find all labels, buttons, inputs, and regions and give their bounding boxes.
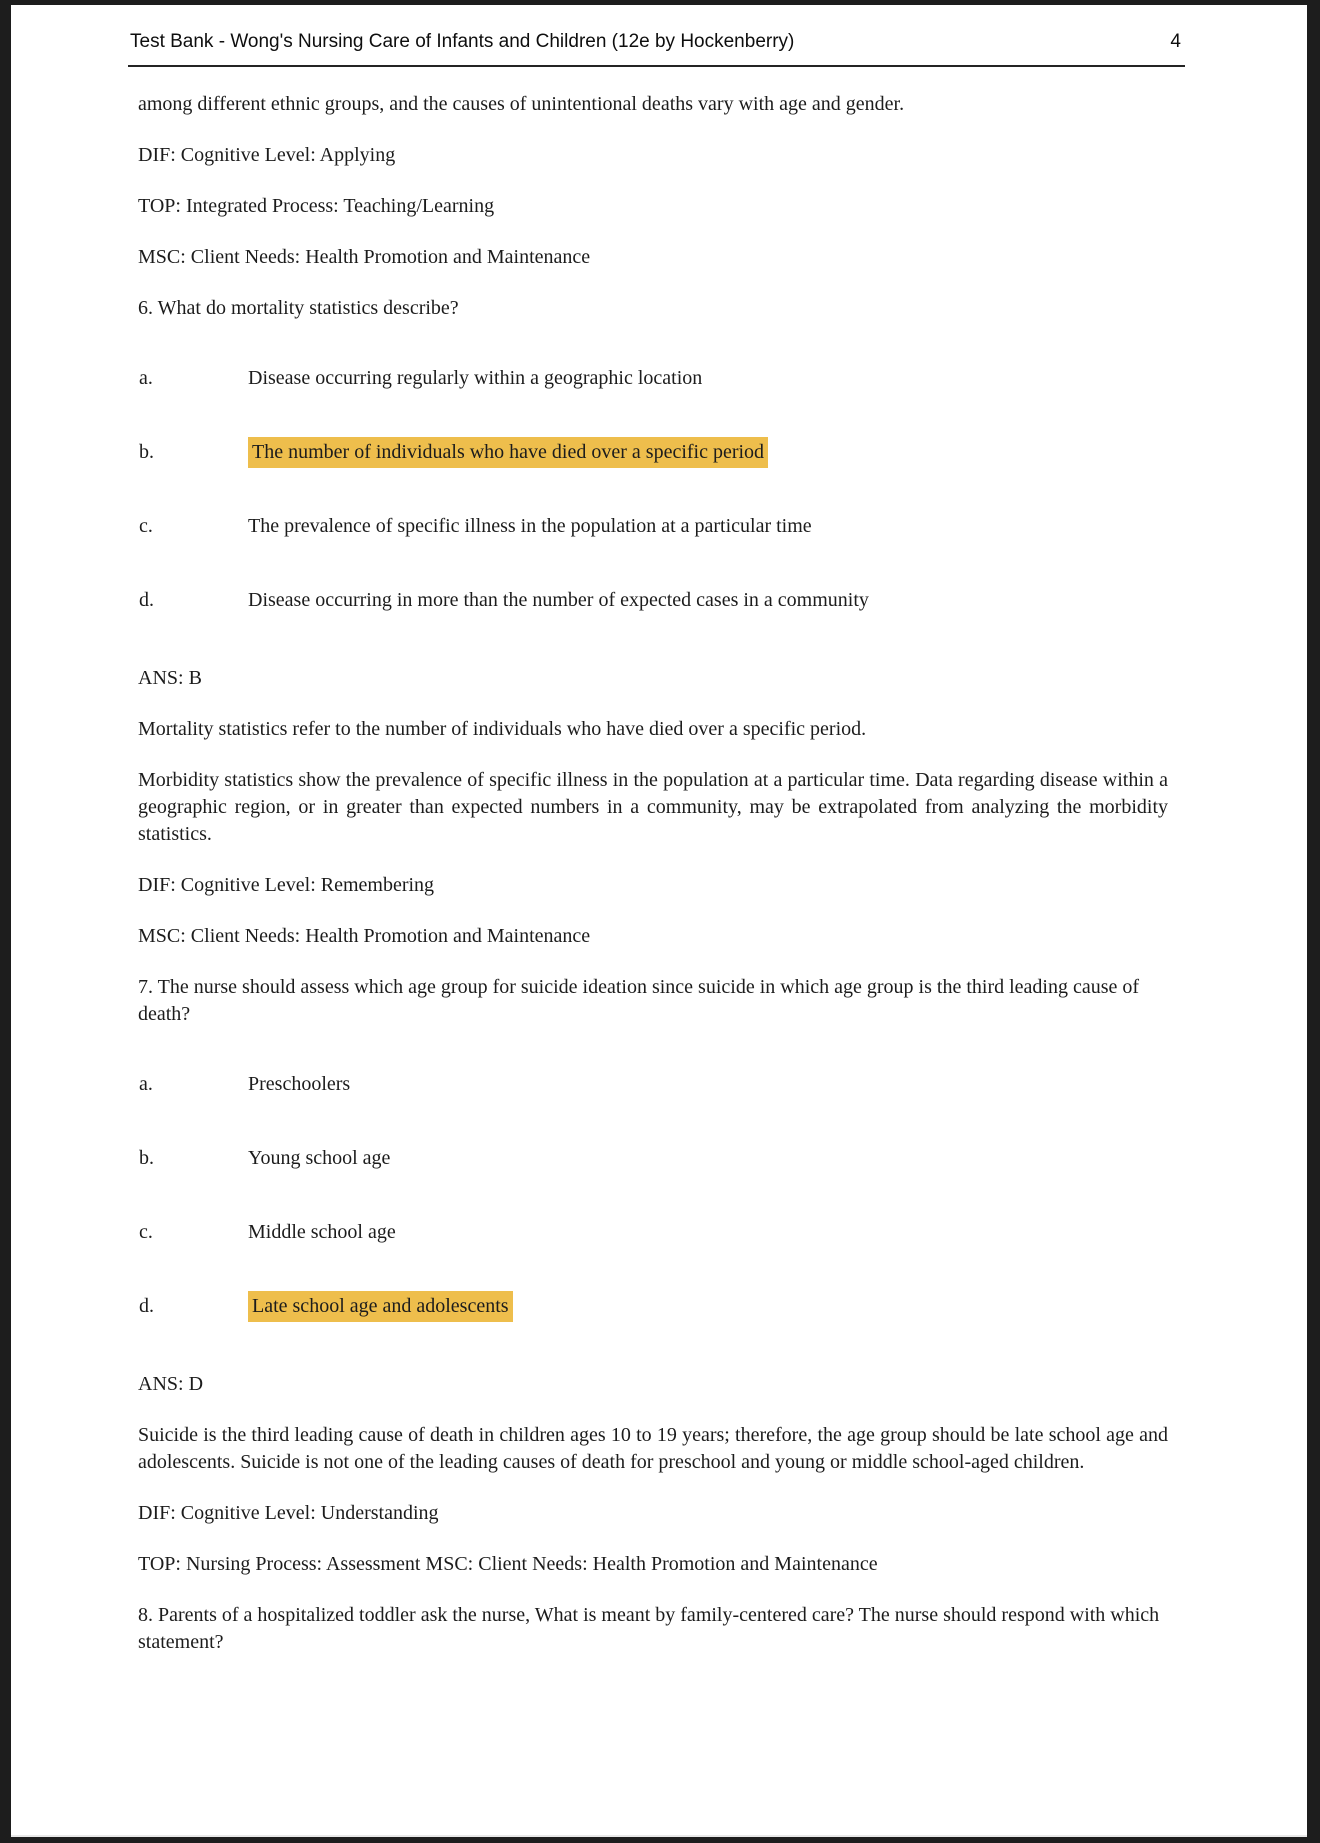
option-label: c. <box>139 1221 153 1243</box>
option-label: c. <box>139 515 153 537</box>
question-text: 8. Parents of a hospitalized toddler ask the nurse, What is meant by family-centered care? The nurse should respond with which statement? <box>138 1604 1160 1653</box>
option-label: b. <box>139 441 154 463</box>
option-text-value: Middle school age <box>248 1221 396 1243</box>
answer-option <box>138 1071 1168 1098</box>
paragraph: Morbidity statistics show the prevalence of specific illness in the population at a particular time. Data regarding disease within a geographic region, or in greater than expected numbers in a community, may be extrapolated from analyzing the morbidity statistics. <box>138 769 1168 845</box>
answer-option <box>138 1293 1168 1320</box>
paragraph: among different ethnic groups, and the causes of unintentional deaths vary with age and gender. <box>138 93 905 115</box>
answer-option <box>138 513 1168 540</box>
document-body <box>138 91 1168 1656</box>
option-text-value: Disease occurring regularly within a geographic location <box>248 367 703 389</box>
option-label: a. <box>139 1073 153 1095</box>
paragraph: DIF: Cognitive Level: Understanding <box>138 1502 439 1524</box>
document-title: Test Bank - Wong's Nursing Care of Infants and Children (12e by Hockenberry) <box>130 31 795 52</box>
paragraph: TOP: Nursing Process: Assessment MSC: Client Needs: Health Promotion and Maintenance <box>138 1553 878 1575</box>
question-text: 7. The nurse should assess which age group for suicide ideation since suicide in which age group is the third leading cause of death? <box>138 976 1140 1025</box>
paragraph: MSC: Client Needs: Health Promotion and Maintenance <box>138 925 591 947</box>
option-label: d. <box>139 1295 154 1317</box>
answer-option <box>138 439 1168 466</box>
option-text <box>248 439 1168 466</box>
option-text-value: Young school age <box>248 1147 391 1169</box>
document-header <box>128 31 1185 67</box>
answer-option <box>138 1219 1168 1246</box>
document-page <box>11 5 1307 1837</box>
paragraph: DIF: Cognitive Level: Applying <box>138 144 396 166</box>
option-text-value: Disease occurring in more than the number of expected cases in a community <box>248 589 869 611</box>
highlighted-option-text: Late school age and adolescents <box>248 1291 513 1322</box>
option-text <box>248 1071 1168 1098</box>
answer-line: ANS: B <box>138 667 202 689</box>
paragraph: TOP: Integrated Process: Teaching/Learning <box>138 195 495 217</box>
page-content <box>128 31 1185 1656</box>
paragraph: DIF: Cognitive Level: Remembering <box>138 874 435 896</box>
option-label: d. <box>139 589 154 611</box>
paragraph: Suicide is the third leading cause of death in children ages 10 to 19 years; therefore, the age group should be late school age and adolescents. Suicide is not one of the leading causes of death for preschool and young or middle school-aged children. <box>138 1424 1168 1473</box>
paragraph: Mortality statistics refer to the number of individuals who have died over a specific period. <box>138 718 867 740</box>
page-number: 4 <box>1170 31 1181 52</box>
answer-option <box>138 1145 1168 1172</box>
answer-line: ANS: D <box>138 1373 204 1395</box>
paragraph: MSC: Client Needs: Health Promotion and Maintenance <box>138 246 591 268</box>
answer-option <box>138 587 1168 614</box>
option-text <box>248 365 1168 392</box>
option-label: a. <box>139 367 153 389</box>
option-text-value: The prevalence of specific illness in the population at a particular time <box>248 515 812 537</box>
option-text <box>248 1293 1168 1320</box>
option-label: b. <box>139 1147 154 1169</box>
option-text <box>248 1145 1168 1172</box>
answer-option <box>138 365 1168 392</box>
question-text: 6. What do mortality statistics describe? <box>138 297 459 319</box>
option-text-value: Preschoolers <box>248 1073 351 1095</box>
option-text <box>248 587 1168 614</box>
option-text <box>248 513 1168 540</box>
option-text <box>248 1219 1168 1246</box>
highlighted-option-text: The number of individuals who have died over a specific period <box>248 437 768 468</box>
